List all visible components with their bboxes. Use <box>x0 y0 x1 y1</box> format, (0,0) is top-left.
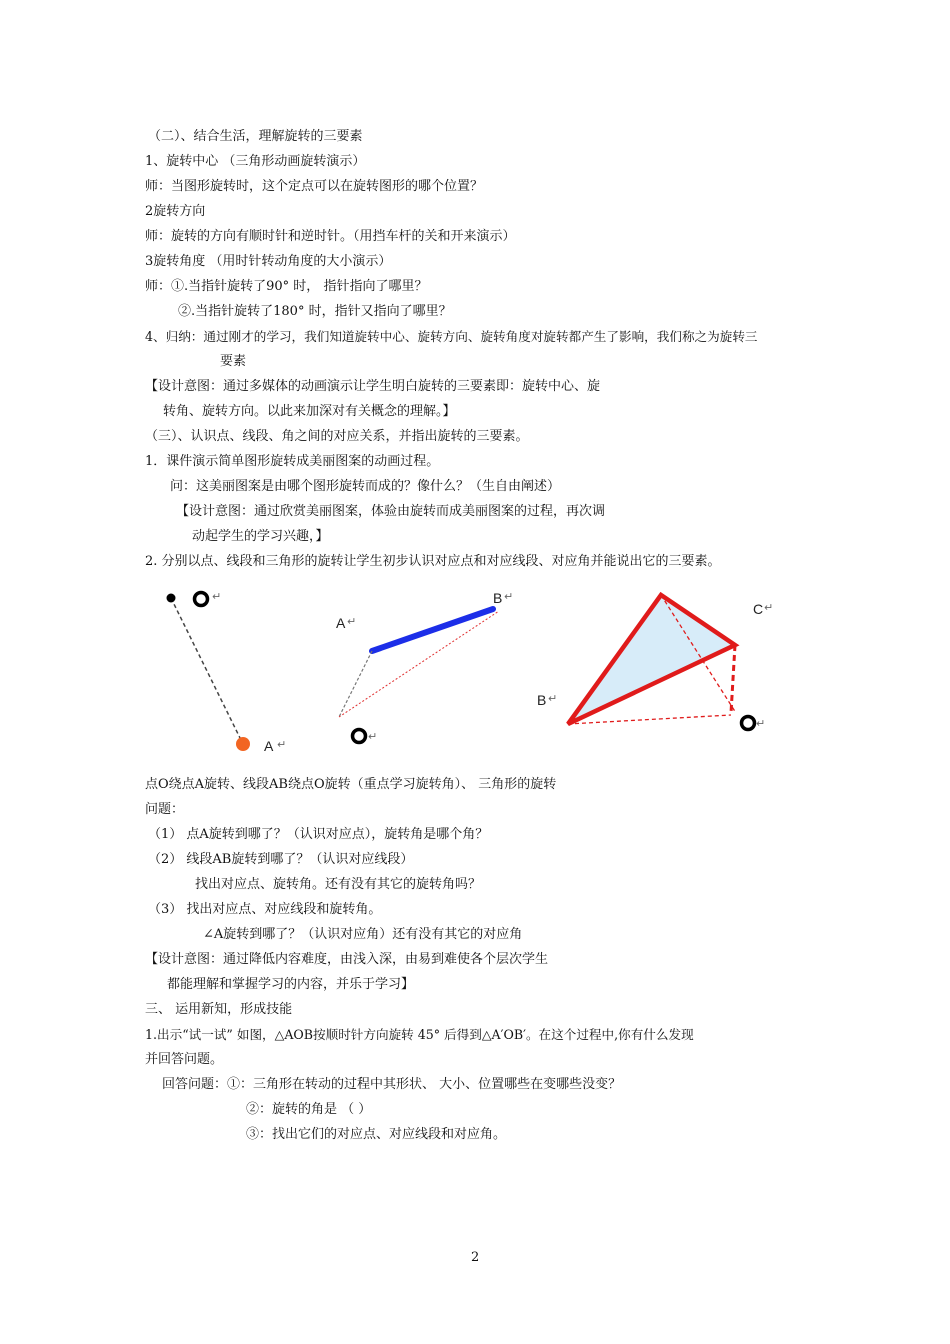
point-o-marker <box>353 730 366 743</box>
design-intent: 转角、旋转方向。以此来加深对有关概念的理解。】 <box>163 404 456 419</box>
text-line: 并回答问题。 <box>145 1052 224 1067</box>
point-o-marker <box>742 717 755 730</box>
design-intent: 动起学生的学习兴趣，】 <box>192 529 329 544</box>
text-line: ∠A旋转到哪了？（认识对应角）还有没有其它的对应角 <box>203 927 523 942</box>
question-1: （1） 点A旋转到哪了？（认识对应点），旋转角是哪个角？ <box>148 827 489 842</box>
text-line: 师：①.当指针旋转了90° 时， 指针指向了哪里？ <box>145 279 428 294</box>
question-3: （3） 找出对应点、对应线段和旋转角。 <box>148 902 382 917</box>
page-number: 2 <box>471 1250 480 1265</box>
text-line: 2. 分别以点、线段和三角形的旋转让学生初步认识对应点和对应线段、对应角并能说出它的三要素。 <box>145 554 721 569</box>
text-line: 师：当图形旋转时，这个定点可以在旋转图形的哪个位置？ <box>145 179 484 194</box>
dashed-line <box>171 598 242 742</box>
text-line: 2旋转方向 <box>145 204 206 219</box>
design-intent: 【设计意图：通过欣赏美丽图案，体验由旋转而成美丽图案的过程，再次调 <box>176 504 606 519</box>
text-line: 问：这美丽图案是由哪个图形旋转而成的？像什么？（生自由阐述） <box>170 479 561 494</box>
text-line: 3旋转角度 （用时针转动角度的大小演示） <box>145 254 392 269</box>
point-a-marker <box>236 737 250 751</box>
text-line: 4、归纳：通过刚才的学习，我们知道旋转中心、旋转方向、旋转角度对旋转都产生了影响，我们称之为旋转三 <box>145 329 758 344</box>
section-heading-three: 三、 运用新知，形成技能 <box>145 1002 293 1017</box>
text-line: 师：旋转的方向有顺时针和逆时针。（用挡车杆的关和开来演示） <box>145 229 516 244</box>
label-c: C <box>753 601 764 617</box>
question-2: （2） 线段AB旋转到哪了？（认识对应线段） <box>148 852 414 867</box>
text-line: ③：找出它们的对应点、对应线段和对应角。 <box>246 1127 507 1142</box>
triangle <box>568 595 735 724</box>
text-line: 点O绕点A旋转、线段AB绕点O旋转（重点学习旋转角）、 三角形的旋转 <box>145 777 557 792</box>
section-heading-3: （三）、认识点、线段、角之间的对应关系，并指出旋转的三要素。 <box>145 429 529 444</box>
label-a: A <box>264 738 274 754</box>
section-heading-2: （二）、结合生活，理解旋转的三要素 <box>148 129 363 144</box>
design-intent: 【设计意图：通过降低内容难度，由浅入深，由易到难使各个层次学生 <box>145 952 549 967</box>
text-line: ②.当指针旋转了180° 时，指针又指向了哪里？ <box>178 304 452 319</box>
text-line: 找出对应点、旋转角。还有没有其它的旋转角吗？ <box>195 877 482 892</box>
dashed-line <box>731 645 735 713</box>
dashed-line <box>339 651 372 717</box>
dashed-line <box>339 611 499 717</box>
design-intent: 都能理解和掌握学习的内容，并乐于学习】 <box>167 977 415 992</box>
label-b: B <box>537 692 547 708</box>
label-b: B <box>493 590 503 606</box>
point-o-marker <box>195 593 208 606</box>
text-line: 1、旋转中心 （三角形动画旋转演示） <box>145 154 366 169</box>
segment-ab <box>372 609 493 651</box>
text-line: 问题： <box>145 802 185 817</box>
text-line: 1.出示“试一试” 如图，△AOB按顺时针方向旋转 45° 后得到△A′OB′。在这个过程中,你有什么发现 <box>145 1027 694 1042</box>
segment-rotation-figure <box>330 590 520 760</box>
dashed-line <box>568 715 731 724</box>
text-line: 要素 <box>220 354 247 369</box>
design-intent: 【设计意图：通过多媒体的动画演示让学生明白旋转的三要素即：旋转中心、旋 <box>145 379 601 394</box>
text-line: 回答问题：①：三角形在转动的过程中其形状、 大小、位置哪些在变哪些没变？ <box>162 1077 622 1092</box>
point <box>167 594 176 603</box>
triangle-rotation-figure <box>555 585 775 750</box>
label-a: A <box>336 615 346 631</box>
text-line: 1．课件演示简单图形旋转成美丽图案的动画过程。 <box>145 454 440 469</box>
text-line: ②：旋转的角是 （ ） <box>246 1102 372 1117</box>
